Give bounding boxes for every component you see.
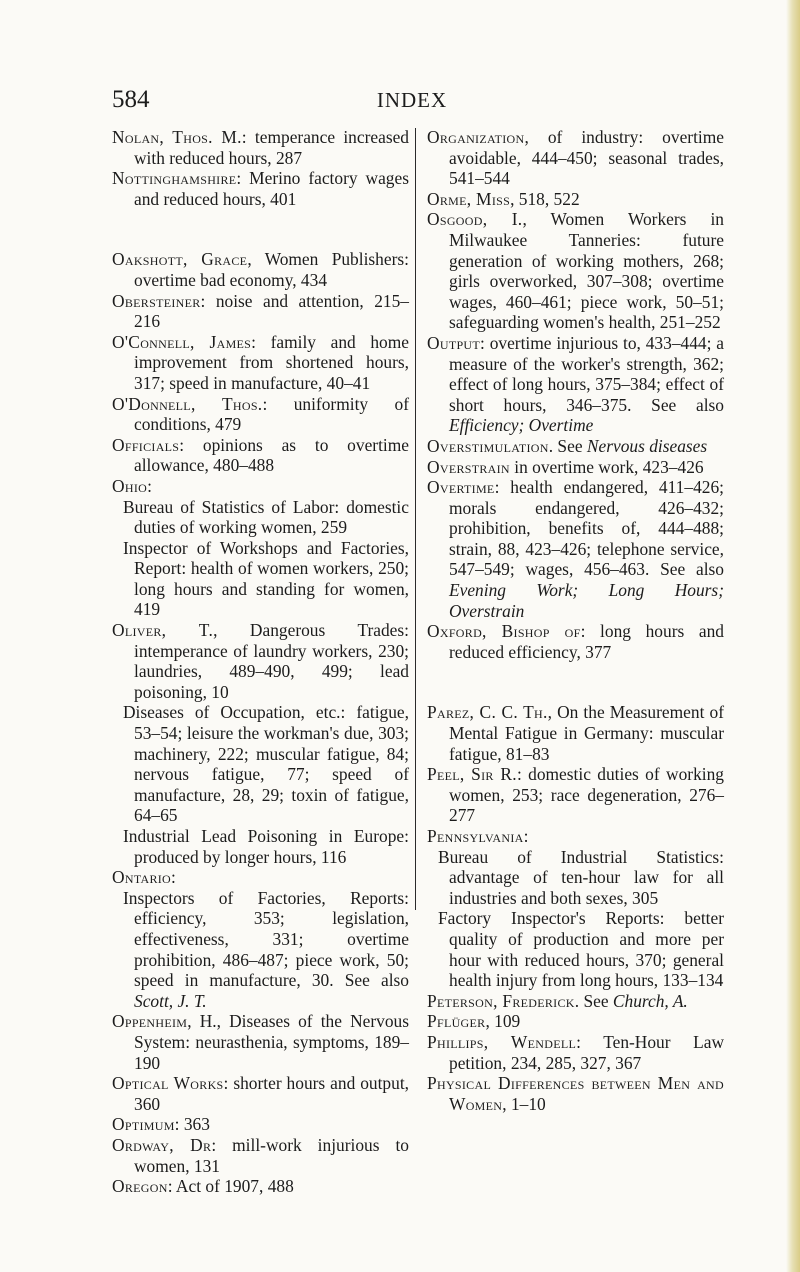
index-entry: O'Connell, James: family and home improvement from shortened hours, 317; speed in manufacture, 40–41 [112, 331, 409, 393]
index-entry: Ontario: [112, 867, 176, 888]
index-entry: Overstimulation. See Nervous diseases [427, 435, 708, 456]
index-entry: Pennsylvania: [427, 826, 529, 846]
index-subentry: Bureau of Statistics of Labor: domestic duties of working women, 259 [123, 496, 409, 538]
index-entry: Ordway, Dr: mill-work injurious to women, 131 [112, 1134, 409, 1176]
index-entry: Parez, C. C. Th., On the Measurement of Mental Fatigue in Germany: muscular fatigue, 81–83 [427, 702, 724, 764]
index-subentry: Bureau of Industrial Statistics: advantage of ten-hour law for all industries and both sexes, 305 [438, 846, 724, 908]
index-entry: Oregon: Act of 1907, 488 [112, 1176, 294, 1197]
index-entry: Ohio: [112, 475, 152, 496]
index-entry: Oppenheim, H., Diseases of the Nervous System: neurasthenia, symptoms, 189–190 [112, 1011, 409, 1073]
index-entry: Phillips, Wendell: Ten-Hour Law petition, 234, 285, 327, 367 [427, 1031, 725, 1073]
page-edge [786, 0, 800, 1272]
index-entry: Peel, Sir R.: domestic duties of working women, 253; race degeneration, 276–277 [427, 764, 724, 826]
index-entry: Oxford, Bishop of: long hours and reduced efficiency, 377 [427, 621, 724, 662]
page-number: 584 [112, 86, 150, 113]
index-entry: Peterson, Frederick. See Church, A. [427, 990, 688, 1011]
index-entry: Oakshott, Grace, Women Publishers: overtime bad economy, 434 [112, 249, 409, 290]
index-entry: Overtime: health endangered, 411–426; morals endangered, 426–432; prohibition, benefits of, 444–488; strain, 88, 423–426; telephone service, 547–549; wages, 456–463. See also Evening Work; Long Hours; Overstrain [427, 477, 724, 621]
index-entry: Organization, of industry: overtime avoidable, 444–450; seasonal trades, 541–544 [427, 127, 724, 189]
index-subentry: Diseases of Occupation, etc.: fatigue, 53–54; leisure the workman's due, 303; machinery, 222; muscular fatigue, 84; nervous fatigue, 77; speed of manufacture, 28, 29; toxin of fatigue, 64–65 [123, 702, 409, 826]
running-title: INDEX [376, 88, 448, 112]
index-subentry: Inspector of Workshops and Factories, Report: health of women workers, 250; long hours and standing for women, 419 [123, 537, 409, 620]
right-column [427, 127, 724, 1114]
index-entry: Officials: opinions as to overtime allowance, 480–488 [112, 434, 409, 476]
index-subentry: Inspectors of Factories, Reports: efficiency, 353; legislation, effectiveness, 331; overtime prohibition, 486–487; piece work, 50; speed in manufacture, 30. See also Scott, J. T. [123, 887, 409, 1011]
left-column [112, 127, 409, 1197]
cross-reference: Efficiency; Overtime [449, 415, 594, 436]
index-entry: Optimum: 363 [112, 1114, 210, 1135]
index-entry: Pflüger, 109 [427, 1011, 521, 1032]
letter-gap [427, 662, 724, 702]
column-divider [415, 128, 416, 910]
index-entry: Nottinghamshire: Merino factory wages and reduced hours, 401 [112, 168, 409, 209]
cross-reference: Church, A. [612, 990, 688, 1011]
page-header [112, 86, 712, 120]
index-entry: Osgood, I., Women Workers in Milwaukee Tanneries: future generation of working mothers, 268; girls overworked, 307–308; overtime wages, 460–461; piece work, 50–51; safeguarding women's health, 251–252 [427, 209, 725, 333]
cross-reference: Scott, J. T. [134, 990, 207, 1011]
cross-reference: Evening Work; Long Hours; Overstrain [449, 580, 724, 621]
index-entry: Output: overtime injurious to, 433–444; a measure of the worker's strength, 362; effect of long hours, 375–384; effect of short hours, 346–375. See also Efficiency; Overtime [427, 332, 724, 436]
index-entry: Oliver, T., Dangerous Trades: intemperance of laundry workers, 230; laundries, 489–490, 499; lead poisoning, 10 [112, 620, 409, 702]
index-entry: Physical Differences between Men and Women, 1–10 [427, 1073, 724, 1114]
index-entry: Nolan, Thos. M.: temperance increased with reduced hours, 287 [112, 127, 409, 168]
index-entry: Obersteiner: noise and attention, 215–216 [112, 290, 409, 332]
index-subentry: Industrial Lead Poisoning in Europe: produced by longer hours, 116 [123, 826, 409, 867]
cross-reference: Nervous diseases [586, 435, 708, 456]
index-entry: Orme, Miss, 518, 522 [427, 188, 580, 209]
index-entry: Overstrain in overtime work, 423–426 [427, 456, 704, 477]
letter-gap [112, 209, 409, 249]
index-entry: Optical Works: shorter hours and output, 360 [112, 1073, 410, 1114]
index-entry: O'Donnell, Thos.: uniformity of conditions, 479 [112, 393, 409, 435]
index-subentry: Factory Inspector's Reports: better quality of production and more per hour with reduced hours, 370; general health injury from long hours, 133–134 [438, 908, 724, 991]
